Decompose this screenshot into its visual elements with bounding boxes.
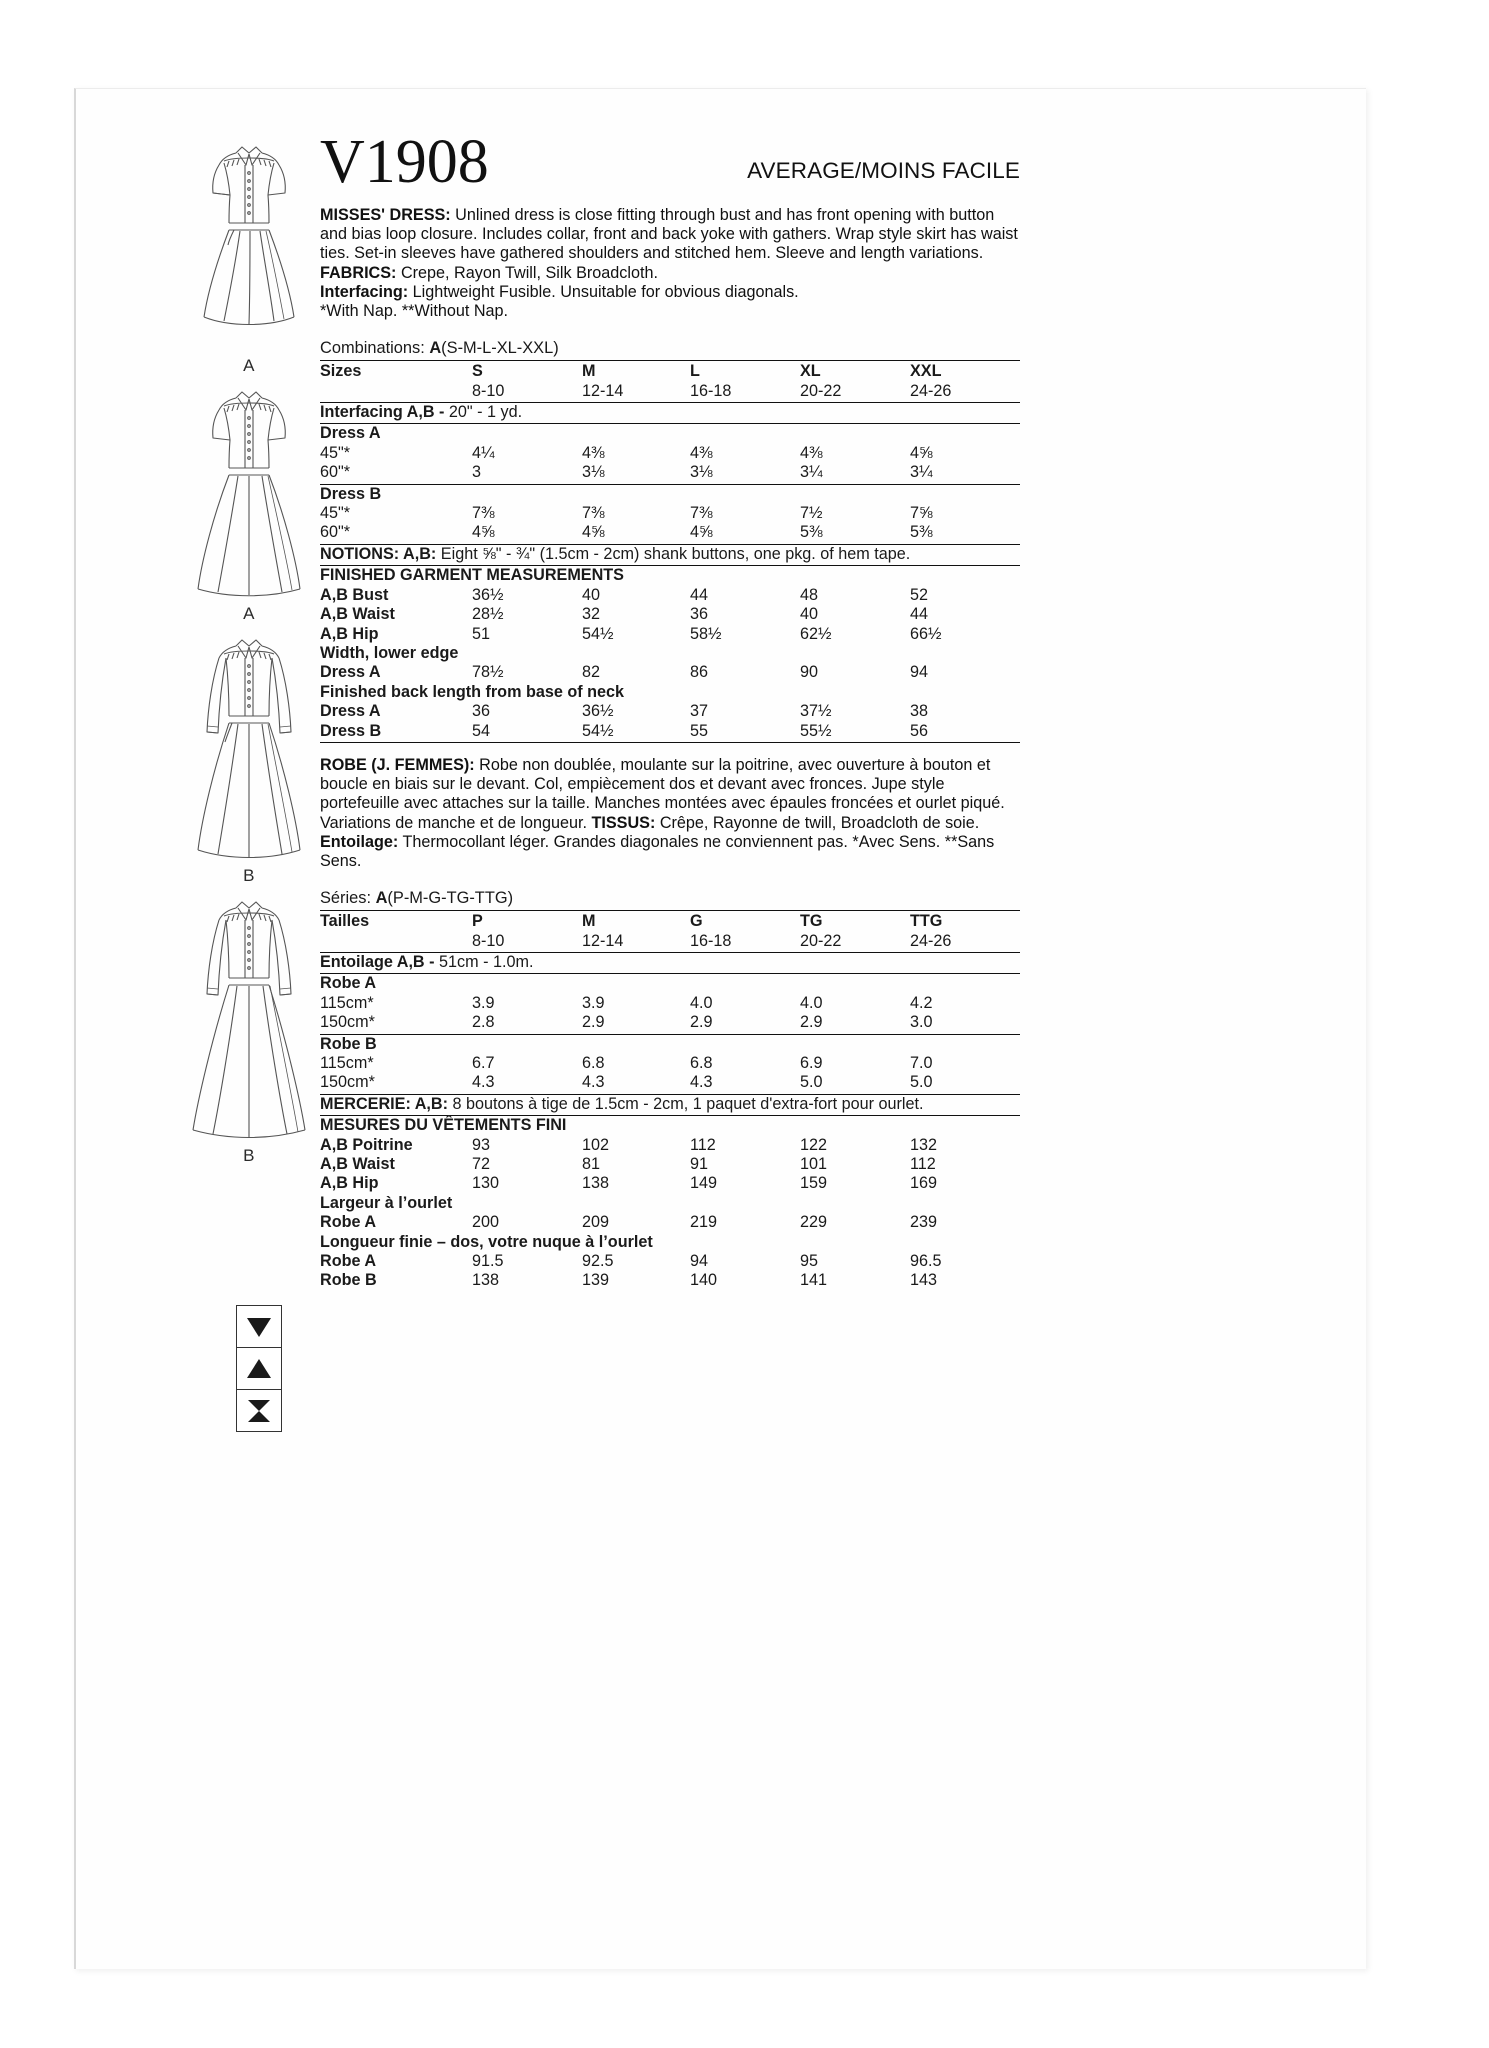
longueur-title: Longueur finie – dos, votre nuque à l’ourlet bbox=[320, 1232, 653, 1251]
table-row-taille-numbers bbox=[320, 932, 1020, 953]
dress-b-45-xxl: 7⅝ bbox=[910, 504, 933, 523]
figure-label-3: B bbox=[243, 866, 255, 885]
poitrine-p: 93 bbox=[472, 1135, 491, 1154]
robe-a-115-tg: 4.0 bbox=[800, 993, 823, 1012]
notions-body: Eight ⅝" - ¾" (1.5cm - 2cm) shank buttons, one pkg. of hem tape. bbox=[436, 544, 911, 563]
description-french bbox=[320, 756, 1020, 871]
description-english bbox=[320, 206, 1020, 321]
waist-xl: 40 bbox=[800, 605, 819, 624]
largeur-a-g: 219 bbox=[690, 1213, 718, 1232]
taille-numbers-blank bbox=[320, 932, 472, 953]
robe-b-115-p: 6.7 bbox=[472, 1054, 495, 1072]
finished-measurements-title: FINISHED GARMENT MEASUREMENTS bbox=[320, 566, 624, 585]
longueur-a-label: Robe A bbox=[320, 1252, 377, 1271]
bust-s: 36½ bbox=[472, 585, 504, 604]
hip-metric-tg: 159 bbox=[800, 1174, 828, 1193]
longueur-b-tg: 141 bbox=[800, 1271, 828, 1290]
robe-b-115-label: 115cm* bbox=[320, 1054, 374, 1072]
bust-xl: 48 bbox=[800, 585, 819, 604]
dress-line-drawing-a-long bbox=[174, 384, 324, 602]
waist-metric-g: 91 bbox=[690, 1155, 709, 1174]
pattern-info-column bbox=[320, 125, 1020, 1291]
entoilage-row-value: 51cm - 1.0m. bbox=[439, 952, 534, 971]
taille-number-tg: 20-22 bbox=[800, 932, 910, 953]
backlen-a-m: 36½ bbox=[582, 702, 614, 721]
size-number-xl: 20-22 bbox=[800, 382, 910, 403]
imperial-size-table bbox=[320, 360, 1020, 743]
dress-b-45-l: 7⅜ bbox=[690, 504, 713, 523]
table-row-width-a bbox=[320, 663, 1020, 682]
bust-label: A,B Bust bbox=[320, 585, 389, 604]
width-a-xxl: 94 bbox=[910, 663, 929, 682]
combinations-label: Combinations: bbox=[320, 339, 430, 358]
interfacing-fr-body: Thermocollant léger. Grandes diagonales ne conviennent pas. *Avec Sens. **Sans Sens. bbox=[320, 832, 995, 870]
width-a-xl: 90 bbox=[800, 663, 819, 682]
header-row bbox=[320, 125, 1020, 196]
table-row-hip bbox=[320, 625, 1020, 644]
taille-number-ttg: 24-26 bbox=[910, 932, 1020, 953]
poitrine-ttg: 132 bbox=[910, 1135, 938, 1154]
dress-line-drawing-a-short bbox=[174, 139, 324, 354]
series-label: Séries: bbox=[320, 889, 376, 908]
dress-b-45-xl: 7½ bbox=[800, 504, 823, 523]
backlen-b-m: 54½ bbox=[582, 722, 690, 743]
poitrine-m: 102 bbox=[582, 1135, 610, 1154]
robe-a-115-p: 3.9 bbox=[472, 993, 495, 1012]
dress-b-60-xl: 5⅜ bbox=[800, 523, 910, 544]
table-row-dress-b-60 bbox=[320, 523, 1020, 544]
poitrine-tg: 122 bbox=[800, 1135, 828, 1154]
metric-size-table bbox=[320, 910, 1020, 1291]
table-row-poitrine bbox=[320, 1136, 1020, 1155]
dress-a-45-xl: 4⅜ bbox=[800, 443, 823, 462]
table-row-robe-a-115 bbox=[320, 994, 1020, 1013]
taille-name-tg: TG bbox=[800, 911, 910, 932]
waist-metric-ttg: 112 bbox=[910, 1155, 936, 1174]
dress-b-60-m: 4⅝ bbox=[582, 523, 690, 544]
combinations-sizes: (S-M-L-XL-XXL) bbox=[441, 339, 559, 358]
robe-a-title: Robe A bbox=[320, 974, 377, 993]
hourglass-icon bbox=[246, 1399, 272, 1423]
description-en-label: MISSES' DRESS: bbox=[320, 206, 451, 224]
interfacing-en-body: Lightweight Fusible. Unsuitable for obvious diagonals. bbox=[408, 282, 799, 301]
interfacing-row-label: Interfacing A,B - bbox=[320, 403, 449, 422]
dress-a-60-xl: 3¼ bbox=[800, 463, 910, 484]
table-row-robe-b-title bbox=[320, 1034, 1020, 1054]
tailles-label: Tailles bbox=[320, 911, 472, 932]
table-row-bust bbox=[320, 586, 1020, 605]
bust-m: 40 bbox=[582, 585, 601, 604]
table-row-notions bbox=[320, 544, 1020, 565]
table-row-robe-a-150 bbox=[320, 1013, 1020, 1034]
longueur-a-tg: 95 bbox=[800, 1252, 819, 1271]
waist-metric-m: 81 bbox=[582, 1155, 601, 1174]
backlen-a-l: 37 bbox=[690, 702, 709, 721]
figure-a-short bbox=[154, 139, 344, 376]
width-a-m: 82 bbox=[582, 663, 601, 682]
hip-metric-g: 149 bbox=[690, 1174, 718, 1193]
longueur-b-label: Robe B bbox=[320, 1271, 377, 1290]
dress-b-60-s: 4⅝ bbox=[472, 523, 582, 544]
robe-b-title: Robe B bbox=[320, 1034, 377, 1053]
hip-metric-label: A,B Hip bbox=[320, 1174, 379, 1193]
table-row-longueur-a bbox=[320, 1252, 1020, 1271]
entoilage-row bbox=[320, 952, 1020, 973]
robe-b-115-m: 6.8 bbox=[582, 1054, 605, 1072]
longueur-b-g: 140 bbox=[690, 1271, 718, 1290]
waist-metric-tg: 101 bbox=[800, 1155, 828, 1174]
robe-a-150-g: 2.9 bbox=[690, 1013, 800, 1034]
hip-m: 54½ bbox=[582, 624, 614, 643]
largeur-a-m: 209 bbox=[582, 1213, 610, 1232]
robe-b-115-ttg: 7.0 bbox=[910, 1054, 933, 1072]
hip-xxl: 66½ bbox=[910, 624, 942, 643]
symbol-key-box bbox=[236, 1305, 282, 1432]
dress-b-60-xxl: 5⅜ bbox=[910, 523, 1020, 544]
backlen-b-l: 55 bbox=[690, 722, 800, 743]
figure-label-1: A bbox=[243, 356, 255, 375]
taille-number-g: 16-18 bbox=[690, 932, 800, 953]
backlen-b-s: 54 bbox=[472, 722, 582, 743]
sizes-label: Sizes bbox=[320, 361, 472, 382]
fabrics-en-body: Crepe, Rayon Twill, Silk Broadcloth. bbox=[396, 263, 658, 282]
waist-l: 36 bbox=[690, 605, 709, 624]
combinations-letter: A bbox=[429, 339, 442, 358]
robe-b-115-g: 6.8 bbox=[690, 1054, 713, 1072]
hourglass-symbol-cell bbox=[237, 1390, 281, 1431]
dress-b-60-l: 4⅝ bbox=[690, 523, 800, 544]
largeur-a-p: 200 bbox=[472, 1213, 500, 1232]
longueur-a-m: 92.5 bbox=[582, 1252, 614, 1271]
waist-label: A,B Waist bbox=[320, 605, 395, 624]
size-name-xl: XL bbox=[800, 361, 910, 382]
longueur-a-p: 91.5 bbox=[472, 1252, 504, 1271]
back-length-title: Finished back length from base of neck bbox=[320, 682, 625, 701]
description-fr-label: ROBE (J. FEMMES): bbox=[320, 755, 475, 774]
backlen-a-label: Dress A bbox=[320, 702, 381, 721]
table-row-mercerie bbox=[320, 1094, 1020, 1115]
hip-metric-ttg: 169 bbox=[910, 1174, 938, 1193]
series-line bbox=[320, 889, 1020, 909]
size-name-l: L bbox=[690, 361, 800, 382]
hip-l: 58½ bbox=[690, 624, 722, 643]
size-number-s: 8-10 bbox=[472, 382, 582, 403]
table-row-entoilage bbox=[320, 952, 1020, 973]
poitrine-g: 112 bbox=[690, 1135, 716, 1154]
dress-a-45-label: 45"* bbox=[320, 443, 351, 462]
interfacing-en-label: Interfacing: bbox=[320, 282, 409, 301]
poitrine-label: A,B Poitrine bbox=[320, 1135, 413, 1154]
table-row-largeur-a bbox=[320, 1213, 1020, 1232]
table-row-dress-a-45 bbox=[320, 444, 1020, 463]
table-row-robe-b-115 bbox=[320, 1054, 1020, 1073]
dress-b-45-label: 45"* bbox=[320, 504, 351, 523]
backlen-b-label: Dress B bbox=[320, 721, 382, 740]
width-a-l: 86 bbox=[690, 663, 709, 682]
figure-label-4: B bbox=[243, 1146, 255, 1165]
interfacing-row bbox=[320, 403, 1020, 424]
table-row-waist bbox=[320, 605, 1020, 624]
table-row-backlen-b bbox=[320, 722, 1020, 743]
triangle-down-icon bbox=[246, 1316, 272, 1338]
robe-a-150-label: 150cm* bbox=[320, 1013, 472, 1034]
dress-a-title: Dress A bbox=[320, 424, 381, 443]
dress-line-drawing-b-midi bbox=[174, 632, 324, 864]
table-row-hip-metric bbox=[320, 1174, 1020, 1193]
nap-note-en: *With Nap. **Without Nap. bbox=[320, 302, 509, 321]
fabrics-fr-label: TISSUS: bbox=[591, 813, 656, 832]
interfacing-row-value: 20" - 1 yd. bbox=[448, 403, 523, 422]
bust-l: 44 bbox=[690, 585, 709, 604]
table-row-largeur-title bbox=[320, 1194, 1020, 1213]
robe-b-150-ttg: 5.0 bbox=[910, 1073, 1020, 1094]
table-row-width-title bbox=[320, 644, 1020, 663]
triangle-down-symbol-cell bbox=[237, 1306, 281, 1348]
robe-a-115-ttg: 4.2 bbox=[910, 993, 933, 1012]
width-lower-edge-title: Width, lower edge bbox=[320, 643, 459, 662]
longueur-a-g: 94 bbox=[690, 1252, 709, 1271]
table-row-dress-b-45 bbox=[320, 504, 1020, 523]
backlen-a-xl: 37½ bbox=[800, 702, 832, 721]
size-number-l: 16-18 bbox=[690, 382, 800, 403]
dress-line-drawing-b-maxi bbox=[174, 894, 324, 1144]
dress-a-45-s: 4¼ bbox=[472, 443, 495, 462]
table-row-dress-a-title bbox=[320, 424, 1020, 444]
bust-xxl: 52 bbox=[910, 585, 929, 604]
table-row-longueur-title bbox=[320, 1233, 1020, 1252]
size-number-xxl: 24-26 bbox=[910, 382, 1020, 403]
table-row-mesures-title bbox=[320, 1116, 1020, 1136]
table-row-interfacing bbox=[320, 403, 1020, 424]
mesures-title: MESURES DU VÊTEMENTS FINI bbox=[320, 1116, 567, 1135]
largeur-a-tg: 229 bbox=[800, 1213, 828, 1232]
backlen-a-s: 36 bbox=[472, 702, 491, 721]
dress-a-60-s: 3 bbox=[472, 463, 582, 484]
taille-name-m: M bbox=[582, 911, 690, 932]
robe-a-115-g: 4.0 bbox=[690, 993, 713, 1012]
mercerie-row bbox=[320, 1094, 1020, 1115]
waist-metric-label: A,B Waist bbox=[320, 1155, 395, 1174]
dress-b-title: Dress B bbox=[320, 484, 382, 503]
robe-a-115-m: 3.9 bbox=[582, 993, 605, 1012]
triangle-up-icon bbox=[246, 1358, 272, 1380]
entoilage-row-label: Entoilage A,B - bbox=[320, 952, 440, 971]
hip-s: 51 bbox=[472, 624, 491, 643]
robe-b-150-g: 4.3 bbox=[690, 1073, 800, 1094]
longueur-b-ttg: 143 bbox=[910, 1271, 938, 1290]
size-name-m: M bbox=[582, 361, 690, 382]
table-row-sizes-header bbox=[320, 361, 1020, 382]
robe-a-150-m: 2.9 bbox=[582, 1013, 690, 1034]
width-a-s: 78½ bbox=[472, 663, 504, 682]
table-row-tailles-header bbox=[320, 911, 1020, 932]
size-numbers-blank bbox=[320, 382, 472, 403]
robe-a-150-p: 2.8 bbox=[472, 1013, 582, 1034]
triangle-up-symbol-cell bbox=[237, 1348, 281, 1390]
robe-a-150-tg: 2.9 bbox=[800, 1013, 910, 1034]
robe-a-150-ttg: 3.0 bbox=[910, 1013, 1020, 1034]
dress-a-45-m: 4⅜ bbox=[582, 443, 605, 462]
mercerie-label: MERCERIE: A,B: bbox=[320, 1094, 448, 1113]
description-fr-body: Robe non doublée, moulante sur la poitrine, avec ouverture à bouton et boucle en biais sur le devant. Col, empiècement dos et devant avec fronces. Jupe style portefeuille avec attaches sur la taille. Manches montées avec épaules froncées et ourlet piqué. Variations de manche et de longueur. bbox=[320, 755, 1005, 832]
backlen-a-xxl: 38 bbox=[910, 702, 929, 721]
dress-b-45-m: 7⅜ bbox=[582, 504, 605, 523]
dress-a-45-xxl: 4⅝ bbox=[910, 443, 933, 462]
hip-xl: 62½ bbox=[800, 624, 832, 643]
robe-a-115-label: 115cm* bbox=[320, 993, 374, 1012]
size-name-xxl: XXL bbox=[910, 361, 1020, 382]
figure-b-maxi bbox=[154, 894, 344, 1166]
backlen-b-xl: 55½ bbox=[800, 722, 910, 743]
figure-label-2: A bbox=[243, 604, 255, 623]
dress-b-45-s: 7⅜ bbox=[472, 504, 495, 523]
dress-a-60-label: 60"* bbox=[320, 463, 472, 484]
fabrics-en-label: FABRICS: bbox=[320, 263, 397, 282]
hip-metric-m: 138 bbox=[582, 1174, 610, 1193]
table-row-dress-b-title bbox=[320, 484, 1020, 504]
waist-xxl: 44 bbox=[910, 605, 929, 624]
robe-b-115-tg: 6.9 bbox=[800, 1054, 823, 1072]
longueur-b-m: 139 bbox=[582, 1271, 610, 1290]
difficulty-label: AVERAGE/MOINS FACILE bbox=[747, 158, 1020, 183]
series-sizes: (P-M-G-TG-TTG) bbox=[387, 889, 514, 908]
dress-a-45-l: 4⅜ bbox=[690, 443, 713, 462]
page-title: V1908 bbox=[320, 128, 489, 196]
table-row-finished-title bbox=[320, 566, 1020, 586]
waist-metric-p: 72 bbox=[472, 1155, 491, 1174]
figure-a-long bbox=[154, 384, 344, 624]
robe-b-150-p: 4.3 bbox=[472, 1073, 582, 1094]
table-row-longueur-b bbox=[320, 1271, 1020, 1290]
figure-b-midi bbox=[154, 632, 344, 886]
notions-label: NOTIONS: A,B: bbox=[320, 544, 437, 563]
robe-b-150-m: 4.3 bbox=[582, 1073, 690, 1094]
dress-b-60-label: 60"* bbox=[320, 523, 472, 544]
technical-drawings-column bbox=[154, 139, 344, 1166]
interfacing-fr-label: Entoilage: bbox=[320, 832, 399, 851]
table-row-backlen-title bbox=[320, 683, 1020, 702]
size-number-m: 12-14 bbox=[582, 382, 690, 403]
largeur-a-label: Robe A bbox=[320, 1213, 377, 1232]
combinations-line bbox=[320, 339, 1020, 359]
taille-number-m: 12-14 bbox=[582, 932, 690, 953]
longueur-a-ttg: 96.5 bbox=[910, 1252, 942, 1271]
largeur-title: Largeur à l’ourlet bbox=[320, 1193, 453, 1212]
size-name-s: S bbox=[472, 361, 582, 382]
series-letter: A bbox=[375, 889, 388, 908]
notions-row bbox=[320, 544, 1020, 565]
table-row-size-numbers bbox=[320, 382, 1020, 403]
dress-a-60-m: 3⅛ bbox=[582, 463, 690, 484]
backlen-b-xxl: 56 bbox=[910, 722, 1020, 743]
fabrics-fr-body: Crêpe, Rayonne de twill, Broadcloth de soie. bbox=[655, 813, 980, 832]
table-row-dress-a-60 bbox=[320, 463, 1020, 484]
taille-number-p: 8-10 bbox=[472, 932, 582, 953]
mercerie-body: 8 boutons à tige de 1.5cm - 2cm, 1 paquet d'extra-fort pour ourlet. bbox=[448, 1094, 924, 1113]
width-a-label: Dress A bbox=[320, 663, 381, 682]
dress-a-60-l: 3⅛ bbox=[690, 463, 800, 484]
longueur-b-p: 138 bbox=[472, 1271, 500, 1290]
robe-b-150-label: 150cm* bbox=[320, 1073, 472, 1094]
dress-a-60-xxl: 3¼ bbox=[910, 463, 1020, 484]
table-row-waist-metric bbox=[320, 1155, 1020, 1174]
largeur-a-ttg: 239 bbox=[910, 1213, 938, 1232]
hip-metric-p: 130 bbox=[472, 1174, 500, 1193]
pattern-envelope-back bbox=[74, 88, 1366, 1969]
description-en-body: Unlined dress is close fitting through bust and has front opening with button and bias loop closure. Includes collar, front and back yoke with gathers. Wrap style skirt has waist ties. Set-in sleeves have gathered shoulders and stitched hem. Sleeve and length variations. bbox=[320, 206, 1018, 263]
taille-name-g: G bbox=[690, 911, 800, 932]
taille-name-ttg: TTG bbox=[910, 911, 1020, 932]
waist-m: 32 bbox=[582, 605, 601, 624]
table-row-robe-a-title bbox=[320, 974, 1020, 994]
table-row-backlen-a bbox=[320, 702, 1020, 721]
robe-b-150-tg: 5.0 bbox=[800, 1073, 910, 1094]
waist-s: 28½ bbox=[472, 605, 504, 624]
taille-name-p: P bbox=[472, 911, 582, 932]
table-row-robe-b-150 bbox=[320, 1073, 1020, 1094]
hip-label: A,B Hip bbox=[320, 624, 379, 643]
